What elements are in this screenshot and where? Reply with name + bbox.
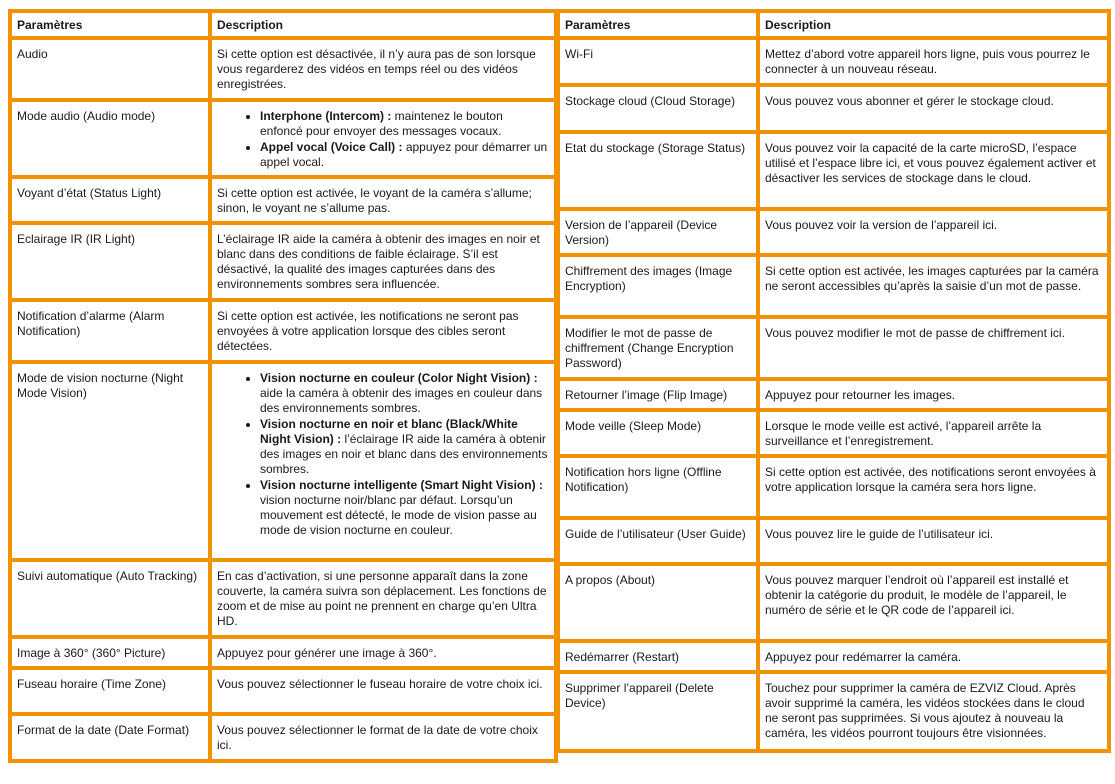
table-row: [8, 102, 558, 179]
table-header-row: [556, 9, 1111, 40]
parameter-name: Notification hors ligne (Offline Notification): [556, 458, 760, 520]
table-row: [556, 381, 1111, 412]
parameter-name: Mode veille (Sleep Mode): [556, 412, 760, 458]
parameter-name: Mode audio (Audio mode): [8, 102, 212, 179]
option-list-item: [260, 140, 548, 170]
parameter-description: Mettez d’abord votre appareil hors ligne, puis vous pourrez le connecter à un nouveau réseau.: [760, 40, 1111, 87]
table-row: [556, 257, 1111, 319]
parameter-description: Vous pouvez lire le guide de l’utilisateur ici.: [760, 520, 1111, 566]
parameter-description: Appuyez pour générer une image à 360°.: [212, 639, 558, 670]
parameter-description: L’éclairage IR aide la caméra à obtenir des images en noir et blanc dans des conditions de faible éclairage. S’il est désactivé, la qualité des images capturées dans des environnements sombres sera influencée.: [212, 225, 558, 302]
option-list-item: [260, 417, 548, 477]
table-row: [8, 670, 558, 716]
table-row: [556, 211, 1111, 257]
table-row: [556, 458, 1111, 520]
parameter-description: Vous pouvez modifier le mot de passe de chiffrement ici.: [760, 319, 1111, 381]
table-row: [556, 643, 1111, 674]
parameter-name: Redémarrer (Restart): [556, 643, 760, 674]
parameter-name: Format de la date (Date Format): [8, 716, 212, 763]
option-list-item: [260, 371, 548, 416]
table-row: [8, 225, 558, 302]
table-row: [556, 87, 1111, 134]
option-name: Vision nocturne en couleur (Color Night Vision) :: [260, 371, 538, 385]
parameter-name: Mode de vision nocturne (Night Mode Vision): [8, 364, 212, 562]
option-list: [217, 371, 548, 538]
parameter-name: Guide de l’utilisateur (User Guide): [556, 520, 760, 566]
parameter-name: Etat du stockage (Storage Status): [556, 134, 760, 211]
parameter-name: Image à 360° (360° Picture): [8, 639, 212, 670]
option-list: [217, 109, 548, 170]
table-row: [8, 364, 558, 562]
parameter-description: Vous pouvez voir la capacité de la carte microSD, l’espace utilisé et l’espace libre ici, et vous pouvez également activer et désactiver les services de stockage dans le cloud.: [760, 134, 1111, 211]
option-list-item: [260, 478, 548, 538]
table-row: [8, 302, 558, 364]
settings-table-right-body: [556, 9, 1111, 753]
settings-table-left: [8, 9, 558, 763]
parameter-description: Si cette option est activée, le voyant de la caméra s’allume; sinon, le voyant ne s’allume pas.: [212, 179, 558, 225]
parameter-description: Vous pouvez voir la version de l’appareil ici.: [760, 211, 1111, 257]
table-row: [556, 319, 1111, 381]
option-description: vision nocturne noir/blanc par défaut. Lorsqu’un mouvement est détecté, le mode de vision passe au mode de vision nocturne en couleur.: [260, 493, 537, 537]
settings-table-right: [556, 9, 1111, 753]
parameter-description: [212, 102, 558, 179]
parameter-name: Eclairage IR (IR Light): [8, 225, 212, 302]
parameter-description: Si cette option est activée, les notifications ne seront pas envoyées à votre application lorsque des cibles seront détectées.: [212, 302, 558, 364]
parameter-description: Si cette option est activée, les images capturées par la caméra ne seront accessibles qu’après la saisie d’un mot de passe.: [760, 257, 1111, 319]
option-list-item: [260, 109, 548, 139]
option-name: Vision nocturne intelligente (Smart Night Vision) :: [260, 478, 543, 492]
option-description: l’éclairage IR aide la caméra à obtenir des images en noir et blanc dans des environnements sombres.: [260, 432, 548, 476]
option-name: Appel vocal (Voice Call) :: [260, 140, 403, 154]
parameter-name: Audio: [8, 40, 212, 102]
parameter-name: Voyant d’état (Status Light): [8, 179, 212, 225]
parameter-description: Vous pouvez vous abonner et gérer le stockage cloud.: [760, 87, 1111, 134]
header-description: Description: [760, 9, 1111, 40]
header-parametres: Paramètres: [8, 9, 212, 40]
settings-table-left-body: [8, 9, 558, 763]
parameter-description: Vous pouvez marquer l’endroit où l’appareil est installé et obtenir la catégorie du produit, le modèle de l’appareil, le numéro de série et le QR code de l’appareil ici.: [760, 566, 1111, 643]
parameter-description: Si cette option est désactivée, il n’y aura pas de son lorsque vous regarderez des vidéos en temps réel ou des vidéos enregistrées.: [212, 40, 558, 102]
table-row: [556, 134, 1111, 211]
parameter-name: Stockage cloud (Cloud Storage): [556, 87, 760, 134]
parameter-description: Touchez pour supprimer la caméra de EZVIZ Cloud. Après avoir supprimé la caméra, les vidéos stockées dans le cloud ne seront pas supprimées. Si vous ajoutez à nouveau la caméra, les vidéos pourront toujours être visionnées.: [760, 674, 1111, 753]
parameter-name: Fuseau horaire (Time Zone): [8, 670, 212, 716]
option-description: aide la caméra à obtenir des images en couleur dans des environnements sombres.: [260, 386, 543, 415]
parameter-name: Version de l’appareil (Device Version): [556, 211, 760, 257]
parameter-description: Vous pouvez sélectionner le fuseau horaire de votre choix ici.: [212, 670, 558, 716]
table-row: [556, 566, 1111, 643]
parameter-name: Notification d’alarme (Alarm Notification): [8, 302, 212, 364]
header-parametres: Paramètres: [556, 9, 760, 40]
table-row: [8, 639, 558, 670]
parameter-name: Supprimer l’appareil (Delete Device): [556, 674, 760, 753]
parameter-description: [212, 364, 558, 562]
option-name: Interphone (Intercom) :: [260, 109, 392, 123]
parameter-name: Modifier le mot de passe de chiffrement (Change Encryption Password): [556, 319, 760, 381]
option-name: Vision nocturne en noir et blanc (Black/White Night Vision) :: [260, 417, 518, 446]
parameter-description: Si cette option est activée, des notifications seront envoyées à votre application lorsque la caméra sera hors ligne.: [760, 458, 1111, 520]
parameter-name: Suivi automatique (Auto Tracking): [8, 562, 212, 639]
table-row: [8, 179, 558, 225]
option-description: maintenez le bouton enfoncé pour envoyer des messages vocaux.: [260, 109, 503, 138]
parameter-name: Chiffrement des images (Image Encryption): [556, 257, 760, 319]
parameter-name: A propos (About): [556, 566, 760, 643]
table-row: [556, 520, 1111, 566]
table-row: [8, 562, 558, 639]
option-description: appuyez pour démarrer un appel vocal.: [260, 140, 548, 169]
parameter-description: Lorsque le mode veille est activé, l’appareil arrête la surveillance et l’enregistrement.: [760, 412, 1111, 458]
parameter-description: Appuyez pour retourner les images.: [760, 381, 1111, 412]
parameter-name: Retourner l’image (Flip Image): [556, 381, 760, 412]
parameter-name: Wi-Fi: [556, 40, 760, 87]
parameter-description: Vous pouvez sélectionner le format de la date de votre choix ici.: [212, 716, 558, 763]
parameter-description: En cas d’activation, si une personne apparaît dans la zone couverte, la caméra suivra son déplacement. Les fonctions de zoom et de mise au point ne prennent en charge qu’en Ultra HD.: [212, 562, 558, 639]
table-row: [556, 412, 1111, 458]
table-row: [556, 674, 1111, 753]
table-header-row: [8, 9, 558, 40]
table-row: [556, 40, 1111, 87]
table-row: [8, 716, 558, 763]
parameter-description: Appuyez pour redémarrer la caméra.: [760, 643, 1111, 674]
table-row: [8, 40, 558, 102]
header-description: Description: [212, 9, 558, 40]
